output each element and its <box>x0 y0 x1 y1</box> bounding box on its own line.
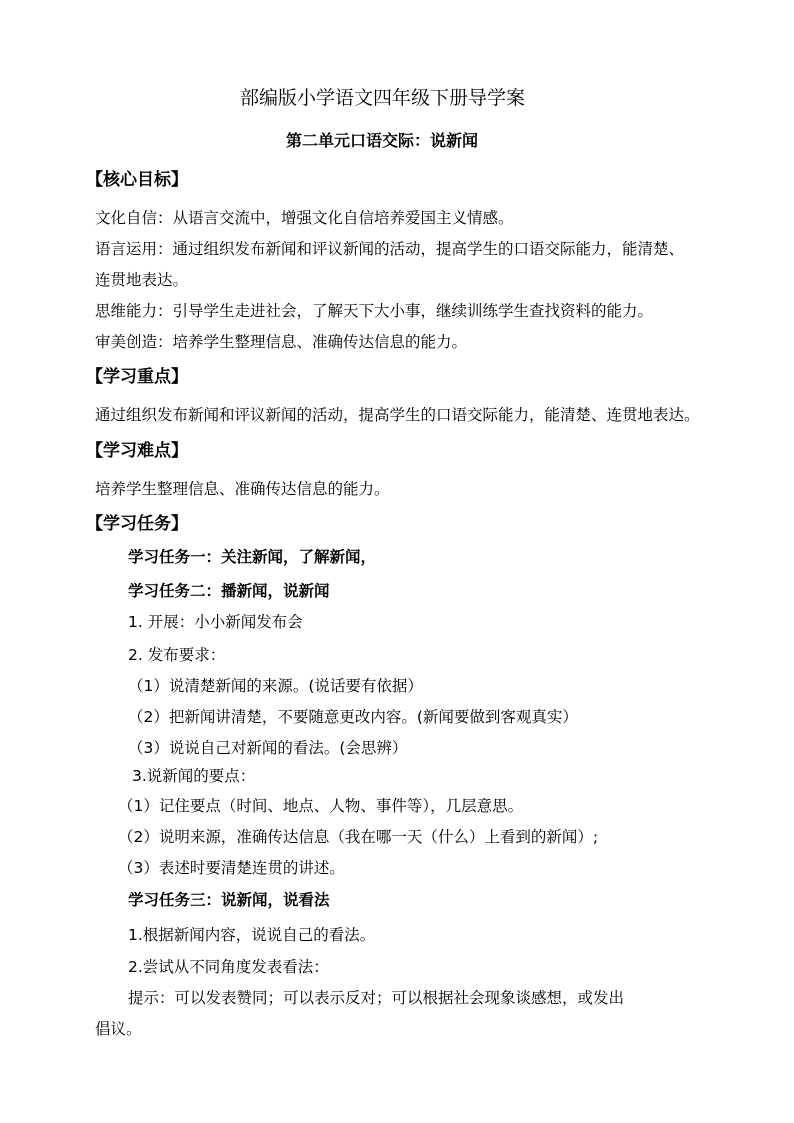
task-line: （2）把新闻讲清楚，不要随意更改内容。(新闻要做到客观真实） <box>128 708 578 726</box>
task-line: 倡议。 <box>95 1020 142 1038</box>
task-line: 2.尝试从不同角度发表看法： <box>128 958 329 976</box>
goal-line: 审美创造：培养学生整理信息、准确传达信息的能力。 <box>95 333 468 351</box>
section-heading-focus: 【学习重点】 <box>86 367 188 387</box>
task-title: 学习任务三：说新闻，说看法 <box>128 891 330 909</box>
task-line: 提示：可以发表赞同；可以表示反对；可以根据社会现象谈感想，或发出 <box>128 989 625 1007</box>
task-line: 3.说新闻的要点： <box>132 767 256 785</box>
task-line: （3）说说自己对新闻的看法。(会思辨） <box>128 739 408 757</box>
task-title: 学习任务一：关注新闻，了解新闻， <box>128 548 377 566</box>
difficulty-line: 培养学生整理信息、准确传达信息的能力。 <box>95 480 390 498</box>
section-heading-difficulty: 【学习难点】 <box>86 441 188 461</box>
task-title: 学习任务二：播新闻，说新闻 <box>128 582 330 600</box>
task-line: （3）表述时要清楚连贯的讲述。 <box>118 859 345 877</box>
goal-line: 思维能力：引导学生走进社会，了解天下大小事，继续训练学生查找资料的能力。 <box>95 302 654 320</box>
goal-line: 文化自信：从语言交流中，增强文化自信培养爱国主义情感。 <box>95 209 514 227</box>
task-line: （2）说明来源，准确传达信息（我在哪一天（什么）上看到的新闻）; <box>118 828 599 846</box>
document-subtitle: 第二单元口语交际：说新闻 <box>286 131 479 150</box>
task-line: 2. 发布要求： <box>128 646 226 664</box>
focus-line: 通过组织发布新闻和评议新闻的活动，提高学生的口语交际能力，能清楚、连贯地表达。 <box>95 406 700 424</box>
goal-line: 连贯地表达。 <box>95 271 189 289</box>
task-line: （1）说清楚新闻的来源。(说话要有依据） <box>128 677 423 695</box>
section-heading-tasks: 【学习任务】 <box>86 514 188 534</box>
document-title: 部编版小学语文四年级下册导学案 <box>240 87 526 109</box>
task-line: （1）记住要点（时间、地点、人物、事件等），几层意思。 <box>118 797 524 815</box>
task-line: 1.根据新闻内容，说说自己的看法。 <box>128 926 376 944</box>
section-heading-goals: 【核心目标】 <box>86 170 188 190</box>
task-line: 1. 开展：小小新闻发布会 <box>128 613 303 631</box>
goal-line: 语言运用：通过组织发布新闻和评议新闻的活动，提高学生的口语交际能力，能清楚、 <box>95 240 685 258</box>
